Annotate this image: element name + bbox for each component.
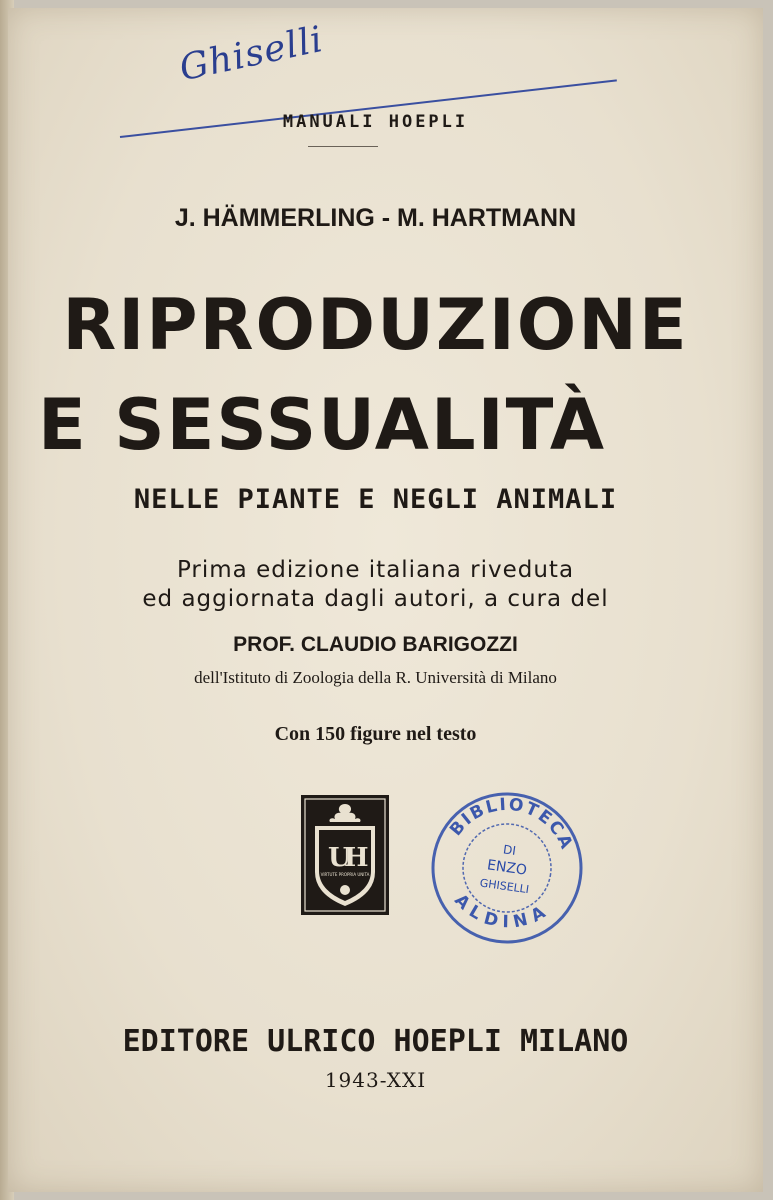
svg-text:H: H (344, 843, 369, 873)
stamp-line-1: DI (502, 842, 517, 858)
editor-name: PROF. CLAUDIO BARIGOZZI (233, 633, 518, 656)
stamp-top-text: BIBLIOTECA (446, 794, 577, 854)
authors: J. HÄMMERLING - M. HARTMANN (174, 204, 577, 232)
edition-line-1: Prima edizione italiana riveduta (176, 557, 575, 583)
subtitle: NELLE PIANTE E NEGLI ANIMALI (133, 484, 618, 515)
publisher-logo (300, 794, 390, 916)
publisher-motto: VIRTUTE PROPRIA UNITA (320, 872, 370, 877)
stamp-line-3: GHISELLI (479, 876, 530, 897)
figures-note: Con 150 figure nel testo (274, 723, 477, 745)
edition-line-2: ed aggiornata dagli autori, a cura del (142, 586, 609, 612)
series-name: MANUALI HOEPLI (282, 112, 469, 132)
library-stamp (427, 788, 587, 948)
svg-text:ALDINA (447, 889, 553, 939)
svg-text:U: U (328, 843, 351, 873)
series-rule (308, 146, 378, 147)
publication-year: 1943-XXI (324, 1068, 427, 1092)
title-line-2: E SESSUALITÀ (38, 384, 607, 466)
handwritten-signature: Ghiselli (175, 18, 328, 90)
publisher-imprint: EDITORE ULRICO HOEPLI MILANO (122, 1024, 629, 1059)
stamp-line-2: ENZO (486, 857, 528, 879)
title-line-1: RIPRODUZIONE (62, 284, 689, 366)
editor-affiliation: dell'Istituto di Zoologia della R. Università di Milano (194, 668, 557, 687)
stamp-bottom-text: ALDINA (450, 890, 552, 933)
title-page (8, 8, 763, 1192)
